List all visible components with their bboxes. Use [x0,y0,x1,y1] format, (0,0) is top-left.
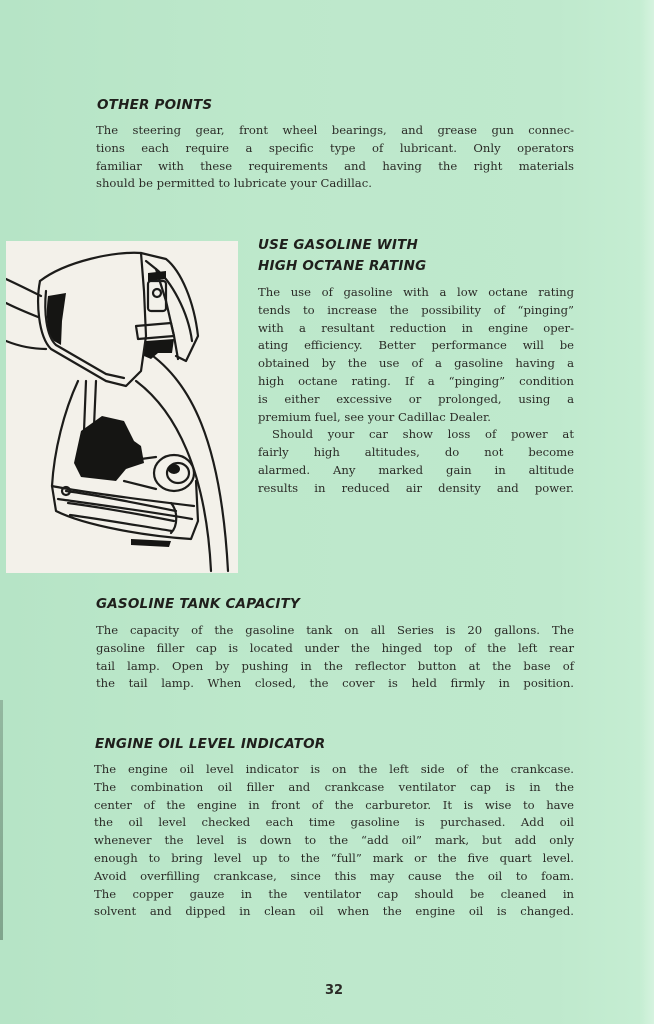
heading-oil-indicator: ENGINE OIL LEVEL INDICATOR [95,736,326,752]
text-line: the tail lamp. When closed, the cover is held firmly in position. [96,676,574,691]
text-line: familiar with these requirements and having the right materials [96,158,574,173]
text-line: high octane rating. If a “pinging” condition [258,373,574,388]
text-line: is either excessive or prolonged, using a [258,391,574,406]
text-line: premium fuel, see your Cadillac Dealer. [258,409,491,424]
text-line: should be permitted to lubricate your Cadillac. [96,176,372,191]
heading-tank-capacity: GASOLINE TANK CAPACITY [96,596,300,612]
text-line: fairly high altitudes, do not become [258,445,574,460]
text-line: The use of gasoline with a low octane rating [258,285,574,299]
text-line: alarmed. Any marked gain in altitude [258,462,574,477]
heading-other-points: OTHER POINTS [97,97,213,113]
page-edge [640,0,654,1024]
tail-lamp-gas-filler-illustration [6,241,238,573]
paragraph-oil-indicator [94,761,574,921]
text-line: results in reduced air density and power. [258,480,574,495]
text-line: gasoline filler cap is located under the hinged top of the left rear [96,640,574,655]
text-line: The steering gear, front wheel bearings, and grease gun connec- [96,123,574,137]
text-line: enough to bring level up to the “full” mark or the five quart level. [94,850,574,865]
text-line: The copper gauze in the ventilator cap should be cleaned in [94,886,574,901]
text-line: tions each require a specific type of lubricant. Only operators [96,140,574,155]
page-number: 32 [325,983,344,998]
text-line: tends to increase the possibility of “pinging” [258,302,574,317]
binding-edge [0,700,3,940]
tail-lamp-drawing-icon [6,241,238,573]
paragraph-tank-capacity [96,622,574,693]
text-line: the oil level checked each time gasoline is purchased. Add oil [94,815,574,830]
heading-gasoline-octane-line2: HIGH OCTANE RATING [258,258,427,274]
text-line: whenever the level is down to the “add oil” mark, but add only [94,833,574,848]
text-line: center of the engine in front of the carburetor. It is wise to have [94,797,574,812]
text-line: tail lamp. Open by pushing in the reflector button at the base of [96,658,574,673]
text-line: Avoid overfilling crankcase, since this may cause the oil to foam. [94,868,574,883]
paragraph-gasoline-octane [258,284,574,498]
paragraph-other-points [96,122,574,193]
text-line: The combination oil filler and crankcase ventilator cap is in the [94,779,574,794]
text-line: solvent and dipped in clean oil when the engine oil is changed. [94,904,574,919]
text-line: obtained by the use of a gasoline having a [258,356,574,371]
text-line: The capacity of the gasoline tank on all Series is 20 gallons. The [96,623,574,637]
text-line: The engine oil level indicator is on the left side of the crankcase. [94,762,574,776]
heading-gasoline-octane-line1: USE GASOLINE WITH [258,237,419,253]
text-line: ating efficiency. Better performance will be [258,338,574,353]
text-line: Should your car show loss of power at [272,427,574,442]
text-line: with a resultant reduction in engine oper- [258,320,574,335]
